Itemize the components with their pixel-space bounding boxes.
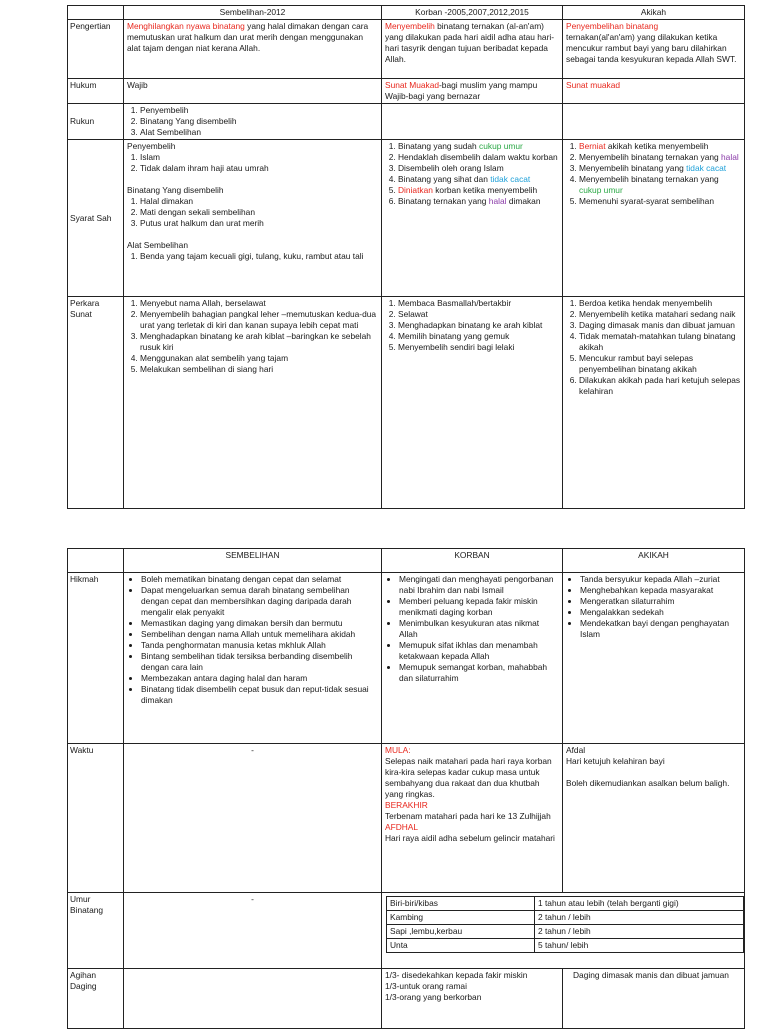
waktu-akikah: [563, 744, 745, 893]
table2-header-blank: [68, 549, 124, 573]
umur-row: [387, 897, 744, 911]
syarat-akikah-highlight: Berniat: [579, 141, 606, 151]
table1-header-blank: [68, 6, 124, 20]
row-label-perkara-sunat: [68, 297, 124, 509]
waktu-akikah-heading: Afdal: [566, 745, 586, 755]
umur-label-line1: Umur: [70, 894, 91, 904]
umur-animal: Kambing: [387, 911, 535, 925]
table1-header-row: [68, 6, 745, 20]
hikmah-akikah: [563, 573, 745, 744]
pengertian-akikah: [563, 20, 745, 79]
hukum-korban-rest: -bagi muslim yang mampu: [439, 80, 538, 90]
row-hikmah: [68, 573, 745, 744]
perkara-item: 2. Menyembelih ketika matahari sedang naik: [579, 309, 741, 320]
hikmah-item: • Memastikan daging yang dimakan bersih dan bermutu: [141, 618, 378, 629]
umur-age: 2 tahun / lebih: [535, 911, 744, 925]
umur-korban-akikah: [382, 893, 745, 969]
perkara-label-line1: Perkara: [70, 298, 100, 308]
umur-row: [387, 939, 744, 953]
umur-age: 1 tahun atau lebih (telah berganti gigi): [535, 897, 744, 911]
perkara-korban: [382, 297, 563, 509]
row-label-waktu: Waktu: [68, 744, 124, 893]
hikmah-item: • Mengeratkan silaturrahim: [580, 596, 741, 607]
perkara-item: 3. Menghadapkan binatang ke arah kiblat: [398, 320, 559, 331]
hikmah-item: • Memupuk sifat ikhlas dan menambah ketakwaan kepada Allah: [399, 640, 559, 662]
waktu-berakhir-label: BERAKHIR: [385, 800, 428, 810]
agihan-akikah: Daging dimasak manis dan dibuat jamuan: [563, 969, 745, 1029]
syarat-akikah-item: [579, 141, 741, 152]
perkara-item: 2. Menyembelih bahagian pangkal leher –memutuskan kedua-dua urat yang terletak di kiri dan kanan supaya lebih cepat mati: [140, 309, 378, 331]
agihan-label-line2: Daging: [70, 981, 97, 991]
syarat-akikah-highlight: cukup umur: [579, 185, 623, 195]
umur-age: 5 tahun/ lebih: [535, 939, 744, 953]
waktu-akikah-line1: Hari ketujuh kelahiran bayi: [566, 756, 665, 766]
syarat-korban-highlight: tidak cacat: [490, 174, 531, 184]
row-label-syarat-sah: Syarat Sah: [68, 140, 124, 297]
pengertian-akikah-text: ternakan(al'an'am) yang dilakukan ketika mencukur rambut bayi yang baru dilahirkan sebagai tanda kesyukuran kepada Allah SWT.: [566, 32, 737, 64]
agihan-item: 1/3- disedekahkan kepada fakir miskin: [385, 970, 528, 980]
umur-inner-table: [386, 896, 744, 953]
syarat-akikah-text: Menyembelih binatang ternakan yang: [579, 174, 719, 184]
row-waktu: [68, 744, 745, 893]
syarat-item: 1. Halal dimakan: [140, 196, 378, 207]
syarat-item: 1. Benda yang tajam kecuali gigi, tulang, kuku, rambut atau tali: [140, 251, 378, 262]
row-label-hukum: Hukum: [68, 79, 124, 104]
perkara-item: 5. Melakukan sembelihan di siang hari: [140, 364, 378, 375]
agihan-label-line1: Agihan: [70, 970, 97, 980]
umur-animal: Biri-biri/kibas: [387, 897, 535, 911]
hikmah-item: • Bintang sembelihan tidak tersiksa berbanding disembelih dengan cara lain: [141, 651, 378, 673]
perkara-akikah: [563, 297, 745, 509]
pengertian-korban-text: binatang ternakan (al-an'am) yang dilakukan pada hari aidil adha atau hari-hari tasyrik dengan tujuan beribadat kepada Allah.: [385, 21, 555, 64]
row-umur-binatang: [68, 893, 745, 969]
hikmah-item: • Memberi peluang kepada fakir miskin menikmati daging korban: [399, 596, 559, 618]
row-perkara-sunat: [68, 297, 745, 509]
rukun-akikah: [563, 104, 745, 140]
table-sembelihan-korban-akikah-1: [67, 5, 745, 509]
table2-header-korban: KORBAN: [382, 549, 563, 573]
table2-header-akikah: AKIKAH: [563, 549, 745, 573]
umur-sembelihan: -: [124, 893, 382, 969]
table1-header-sembelihan: Sembelihan-2012: [124, 6, 382, 20]
rukun-item: 1. Penyembelih: [140, 105, 378, 116]
hikmah-item: • Menghebahkan kepada masyarakat: [580, 585, 741, 596]
row-hukum: [68, 79, 745, 104]
perkara-sembelihan: [124, 297, 382, 509]
agihan-item: 1/3-untuk orang ramai: [385, 981, 467, 991]
waktu-korban: [382, 744, 563, 893]
hikmah-item: • Mendekatkan bayi dengan penghayatan Islam: [580, 618, 741, 640]
rukun-sembelihan: [124, 104, 382, 140]
hikmah-item: • Dapat mengeluarkan semua darah binatang sembelihan dengan cepat dan membersihkan daging daripada darah mengalir elak penyakit: [141, 585, 378, 618]
perkara-item: 6. Dilakukan akikah pada hari ketujuh selepas kelahiran: [579, 375, 741, 397]
syarat-korban: [382, 140, 563, 297]
hikmah-item: • Binatang tidak disembelih cepat busuk dan reput-tidak sesuai dimakan: [141, 684, 378, 706]
syarat-item: 1. Islam: [140, 152, 378, 163]
pengertian-akikah-highlight: Penyembelihan binatang: [566, 21, 659, 31]
syarat-akikah-item: [579, 152, 741, 163]
syarat-korban-text: korban ketika menyembelih: [432, 185, 538, 195]
umur-label-line2: Binatang: [70, 905, 104, 915]
syarat-korban-item: [398, 141, 559, 152]
row-syarat-sah: [68, 140, 745, 297]
table-sembelihan-korban-akikah-2: [67, 548, 745, 1029]
waktu-sembelihan: -: [124, 744, 382, 893]
syarat-korban-text: Binatang yang sudah: [398, 141, 480, 151]
hukum-sembelihan: Wajib: [124, 79, 382, 104]
table1-header-korban: Korban -2005,2007,2012,2015: [382, 6, 563, 20]
row-label-rukun: Rukun: [68, 104, 124, 140]
syarat-korban-text: Binatang ternakan yang: [398, 196, 489, 206]
perkara-item: 4. Tidak mematah-matahkan tulang binatang akikah: [579, 331, 741, 353]
syarat-akikah: [563, 140, 745, 297]
hikmah-item: • Sembelihan dengan nama Allah untuk memelihara akidah: [141, 629, 378, 640]
hikmah-item: • Mengalakkan sedekah: [580, 607, 741, 618]
agihan-korban: [382, 969, 563, 1029]
perkara-label-line2: Sunat: [70, 309, 92, 319]
hukum-korban-highlight: Sunat Muakad: [385, 80, 440, 90]
syarat-akikah-item: [579, 163, 741, 174]
syarat-item: 2. Mati dengan sekali sembelihan: [140, 207, 378, 218]
rukun-item: 3. Alat Sembelihan: [140, 127, 378, 138]
syarat-sembelihan: [124, 140, 382, 297]
row-label-umur-binatang: [68, 893, 124, 969]
perkara-item: 5. Menyembelih sendiri bagi lelaki: [398, 342, 559, 353]
hikmah-item: • Boleh mematikan binatang dengan cepat dan selamat: [141, 574, 378, 585]
syarat-item: 3. Putus urat halkum dan urat merih: [140, 218, 378, 229]
waktu-mula-text: Selepas naik matahari pada hari raya korban kira-kira selepas kadar cukup masa untuk sembahyang dua rakaat dan dua khutbah yang ringkas.: [385, 756, 552, 799]
syarat-korban-item: [398, 174, 559, 185]
hikmah-item: • Menimbulkan kesyukuran atas nikmat Allah: [399, 618, 559, 640]
hikmah-item: • Mengingati dan menghayati pengorbanan nabi Ibrahim dan nabi Ismail: [399, 574, 559, 596]
hukum-korban: [382, 79, 563, 104]
perkara-item: 4. Memilih binatang yang gemuk: [398, 331, 559, 342]
syarat-item: 2. Tidak dalam ihram haji atau umrah: [140, 163, 378, 174]
pengertian-sembelihan-text: yang halal dimakan dengan cara memutuskan urat halkum dan urat merih dengan menggunakan alat tajam dengan niat kerana Allah.: [127, 21, 369, 53]
syarat-akikah-highlight: halal: [721, 152, 739, 162]
perkara-item: 1. Menyebut nama Allah, berselawat: [140, 298, 378, 309]
syarat-akikah-text: Menyembelih binatang ternakan yang: [579, 152, 722, 162]
row-label-hikmah: Hikmah: [68, 573, 124, 744]
perkara-item: 1. Berdoa ketika hendak menyembelih: [579, 298, 741, 309]
syarat-akikah-text: akikah ketika menyembelih: [605, 141, 709, 151]
umur-animal: Unta: [387, 939, 535, 953]
syarat-akikah-highlight: tidak cacat: [686, 163, 727, 173]
perkara-item: 2. Selawat: [398, 309, 559, 320]
hukum-akikah: Sunat muakad: [563, 79, 745, 104]
syarat-korban-item: 3. Disembelih oleh orang Islam: [398, 163, 559, 174]
umur-row: [387, 911, 744, 925]
waktu-afdhal-label: AFDHAL: [385, 822, 419, 832]
perkara-item: 1. Membaca Basmallah/bertakbir: [398, 298, 559, 309]
row-label-pengertian: Pengertian: [68, 20, 124, 79]
perkara-item: 3. Menghadapkan binatang ke arah kiblat –baringkan ke sebelah rusuk kiri: [140, 331, 378, 353]
perkara-item: 3. Daging dimasak manis dan dibuat jamuan: [579, 320, 741, 331]
umur-row: [387, 925, 744, 939]
waktu-mula-label: MULA:: [385, 745, 411, 755]
perkara-item: 5. Mencukur rambut bayi selepas penyembelihan binatang akikah: [579, 353, 741, 375]
pengertian-sembelihan-highlight: Menghilangkan nyawa binatang: [127, 21, 245, 31]
pengertian-korban: [382, 20, 563, 79]
hikmah-item: • Membezakan antara daging halal dan haram: [141, 673, 378, 684]
hikmah-korban: [382, 573, 563, 744]
umur-animal: Sapi ,lembu,kerbau: [387, 925, 535, 939]
table1-header-akikah: Akikah: [563, 6, 745, 20]
rukun-korban: [382, 104, 563, 140]
syarat-korban-item: [398, 196, 559, 207]
table2-header-sembelihan: SEMBELIHAN: [124, 549, 382, 573]
syarat-heading-binatang: Binatang Yang disembelih: [127, 185, 224, 195]
syarat-korban-text: Binatang yang sihat dan: [398, 174, 491, 184]
row-rukun: [68, 104, 745, 140]
agihan-sembelihan: [124, 969, 382, 1029]
waktu-akikah-line2: Boleh dikemudiankan asalkan belum baligh.: [566, 778, 730, 788]
waktu-berakhir-text: Terbenam matahari pada hari ke 13 Zulhijjah: [385, 811, 551, 821]
syarat-korban-item: 2. Hendaklah disembelih dalam waktu korban: [398, 152, 559, 163]
hikmah-sembelihan: [124, 573, 382, 744]
pengertian-korban-highlight: Menyembelih: [385, 21, 435, 31]
syarat-korban-highlight: halal: [488, 196, 507, 206]
hikmah-item: • Memupuk semangat korban, mahabbah dan silaturrahim: [399, 662, 559, 684]
syarat-heading-alat: Alat Sembelihan: [127, 240, 188, 250]
row-label-agihan-daging: [68, 969, 124, 1029]
syarat-korban-text: dimakan: [506, 196, 541, 206]
perkara-item: 4. Menggunakan alat sembelih yang tajam: [140, 353, 378, 364]
hikmah-item: • Tanda bersyukur kepada Allah –zuriat: [580, 574, 741, 585]
syarat-akikah-item: 5. Memenuhi syarat-syarat sembelihan: [579, 196, 741, 207]
pengertian-sembelihan: [124, 20, 382, 79]
hikmah-item: • Tanda penghormatan manusia ketas mkhluk Allah: [141, 640, 378, 651]
umur-age: 2 tahun / lebih: [535, 925, 744, 939]
row-agihan-daging: [68, 969, 745, 1029]
hukum-korban-line2: Wajib-bagi yang bernazar: [385, 91, 481, 101]
waktu-afdhal-text: Hari raya aidil adha sebelum gelincir matahari: [385, 833, 555, 843]
row-pengertian: [68, 20, 745, 79]
syarat-korban-highlight: cukup umur: [479, 141, 523, 151]
agihan-item: 1/3-orang yang berkorban: [385, 992, 482, 1002]
rukun-item: 2. Binatang Yang disembelih: [140, 116, 378, 127]
table2-header-row: [68, 549, 745, 573]
syarat-heading-penyembelih: Penyembelih: [127, 141, 176, 151]
syarat-akikah-item: [579, 174, 741, 196]
syarat-korban-highlight: Diniatkan: [398, 185, 433, 195]
syarat-korban-item: [398, 185, 559, 196]
syarat-akikah-text: Menyembelih binatang yang: [579, 163, 687, 173]
